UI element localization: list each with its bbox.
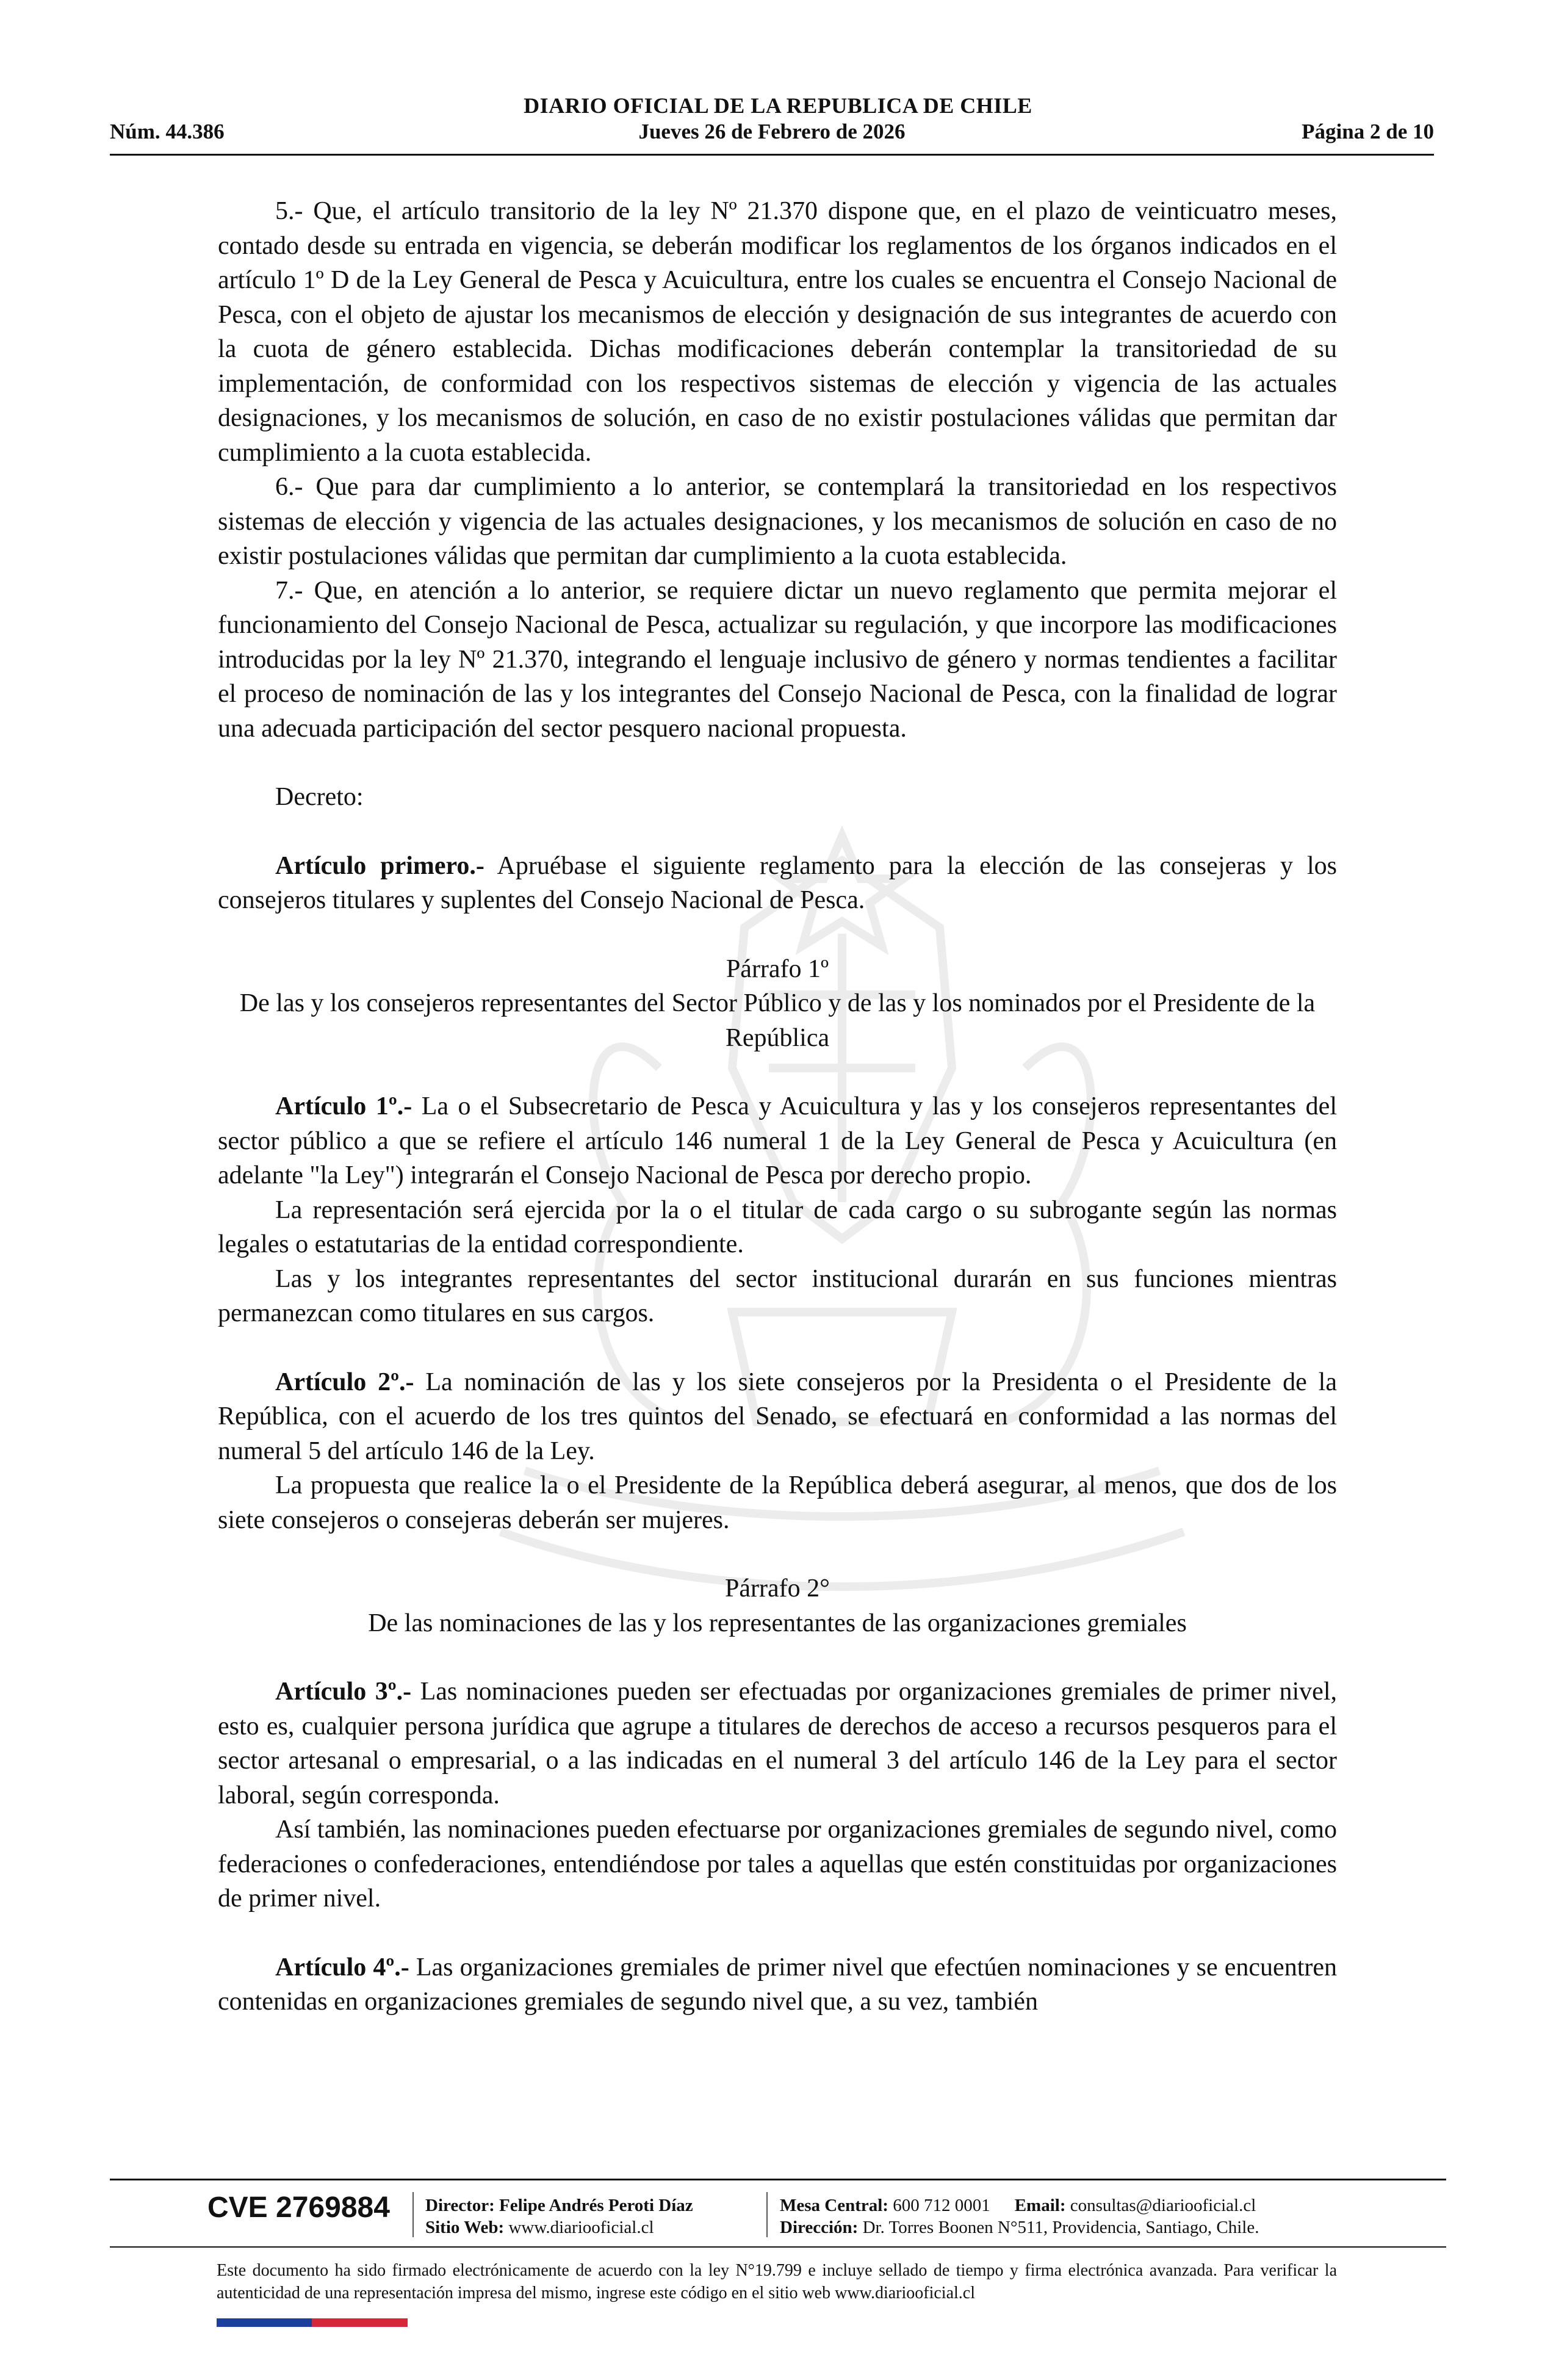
header-row	[110, 120, 1434, 148]
newspaper-title: DIARIO OFICIAL DE LA REPUBLICA DE CHILE	[524, 93, 1032, 118]
articulo-1-label: Artículo 1º.-	[275, 1092, 412, 1120]
articulo-4	[218, 1950, 1337, 2019]
articulo-2-paragraph-2: La propuesta que realice la o el Presidente de la República deberá asegurar, al menos, que dos de los siete consejeros o consejeras deberán ser mujeres.	[218, 1471, 1337, 1534]
parrafo-1-subtitle: De las y los consejeros representantes del Sector Público y de las y los nominados por el Presidente de la República	[239, 989, 1316, 1052]
parrafo-2-subtitle: De las nominaciones de las y los representantes de las organizaciones gremiales	[368, 1609, 1187, 1637]
articulo-1	[218, 1089, 1337, 1193]
mesa-central-phone: 600 712 0001	[888, 2196, 990, 2215]
legal-notice: Este documento ha sido firmado electrónicamente de acuerdo con la ley N°19.799 e incluye sellado de tiempo y firma electrónica avanzada. Para verificar la autenticidad de una representación impresa del mismo, ingrese este código en el sitio web www.diariooficial.cl	[217, 2261, 1337, 2302]
articulo-4-label: Artículo 4º.-	[275, 1953, 409, 1982]
footer-separator	[412, 2192, 414, 2237]
footer-divider-top	[110, 2179, 1446, 2180]
considerando-5: 5.- Que, el artículo transitorio de la ley Nº 21.370 dispone que, en el plazo de veinticuatro meses, contado desde su entrada en vigencia, se deberán modificar los reglamentos de los órganos indicados en el artículo 1º D de la Ley General de Pesca y Acuicultura, entre los cuales se encuentra el Consejo Nacional de Pesca, con el objeto de ajustar los mecanismos de elección y designación de sus integrantes de acuerdo con la cuota de género establecida. Dichas modificaciones deberán contemplar la transitoriedad de su implementación, de conformidad con los respectivos sistemas de elección y vigencia de las actuales designaciones, y los mecanismos de solución, en caso de no existir postulaciones válidas que permitan dar cumplimiento a la cuota establecida.	[218, 197, 1337, 467]
director-name: Felipe Andrés Peroti Díaz	[494, 2196, 693, 2215]
articulo-3-label: Artículo 3º.-	[275, 1678, 412, 1706]
footer-separator	[766, 2192, 768, 2237]
articulo-3-paragraph-2: Así también, las nominaciones pueden efectuarse por organizaciones gremiales de segundo nivel, como federaciones o confederaciones, entendiéndose por tales a aquellas que estén constituidas por organizaciones de primer nivel.	[218, 1816, 1337, 1913]
footer-contact-block	[780, 2194, 1259, 2238]
articulo-primero	[218, 849, 1337, 918]
flag-bar-blue	[217, 2318, 312, 2327]
issue-date: Jueves 26 de Febrero de 2026	[638, 120, 906, 143]
issue-number: Núm. 44.386	[110, 120, 225, 143]
parrafo-2-title: Párrafo 2°	[725, 1574, 830, 1603]
decreto-heading: Decreto:	[275, 783, 364, 811]
articulo-3	[218, 1675, 1337, 1812]
email-link[interactable]: consultas@diariooficial.cl	[1065, 2196, 1256, 2215]
considerando-6: 6.- Que para dar cumplimiento a lo anterior, se contemplará la transitoriedad en los respectivos sistemas de elección y vigencia de las actuales designaciones, y los mecanismos de solución en caso de no existir postulaciones válidas que permitan dar cumplimiento a la cuota establecida.	[218, 473, 1337, 570]
flag-bar-red	[312, 2318, 408, 2327]
footer-director-block	[425, 2194, 693, 2238]
director-label: Director:	[425, 2196, 495, 2215]
mesa-central-label: Mesa Central:	[780, 2196, 888, 2215]
parrafo-1-title: Párrafo 1º	[726, 954, 829, 983]
articulo-1-paragraph-3: Las y los integrantes representantes del sector institucional durarán en sus funciones mientras permanezcan como titulares en sus cargos.	[218, 1264, 1337, 1327]
articulo-4-text: Las organizaciones gremiales de primer nivel que efectúen nominaciones y se encuentren contenidas en organizaciones gremiales de segundo nivel que, a su vez, también	[218, 1953, 1337, 2016]
website-link[interactable]: www.diariooficial.cl	[504, 2218, 654, 2237]
page-indicator: Página 2 de 10	[1302, 120, 1434, 143]
articulo-3-text: Las nominaciones pueden ser efectuadas por organizaciones gremiales de primer nivel, esto es, cualquier persona jurídica que agrupe a titulares de derechos de acceso a recursos pesqueros para el sector artesanal o empresarial, o a las indicadas en el numeral 3 del artículo 146 de la Ley para el sector laboral, según corresponda.	[218, 1678, 1337, 1809]
header-divider	[110, 154, 1434, 156]
document-body	[218, 194, 1337, 2019]
articulo-primero-text: Apruébase el siguiente reglamento para la elección de las consejeras y los consejeros titulares y suplentes del Consejo Nacional de Pesca.	[218, 851, 1337, 914]
considerando-7: 7.- Que, en atención a lo anterior, se requiere dictar un nuevo reglamento que permita mejorar el funcionamiento del Consejo Nacional de Pesca, actualizar su regulación, y que incorpore las modificaciones introducidas por la ley Nº 21.370, integrando el lenguaje inclusivo de género y normas tendientes a facilitar el proceso de nominación de las y los integrantes del Consejo Nacional de Pesca, con la finalidad de lograr una adecuada participación del sector pesquero nacional propuesta.	[218, 576, 1337, 743]
email-label: Email:	[1014, 2196, 1066, 2215]
articulo-2-label: Artículo 2º.-	[275, 1368, 414, 1396]
address-label: Dirección:	[780, 2218, 859, 2237]
articulo-1-paragraph-2: La representación será ejercida por la o el titular de cada cargo o su subrogante según las normas legales o estatutarias de la entidad correspondiente.	[218, 1195, 1337, 1258]
articulo-1-text: La o el Subsecretario de Pesca y Acuicultura y las y los consejeros representantes del sector público a que se refiere el artículo 146 numeral 1 de la Ley General de Pesca y Acuicultura (en adelante "la Ley") integrarán el Consejo Nacional de Pesca por derecho propio.	[218, 1092, 1337, 1189]
website-label: Sitio Web:	[425, 2218, 505, 2237]
address-value: Dr. Torres Boonen N°511, Providencia, Santiago, Chile.	[858, 2218, 1259, 2237]
cve-code: CVE 2769884	[207, 2191, 390, 2224]
articulo-primero-label: Artículo primero.-	[275, 851, 484, 880]
articulo-2	[218, 1365, 1337, 1469]
articulo-2-text: La nominación de las y los siete consejeros por la Presidenta o el Presidente de la República, con el acuerdo de los tres quintos del Senado, se efectuará en conformidad a las normas del numeral 5 del artículo 146 de la Ley.	[218, 1368, 1337, 1465]
footer-divider-bottom	[110, 2246, 1446, 2248]
